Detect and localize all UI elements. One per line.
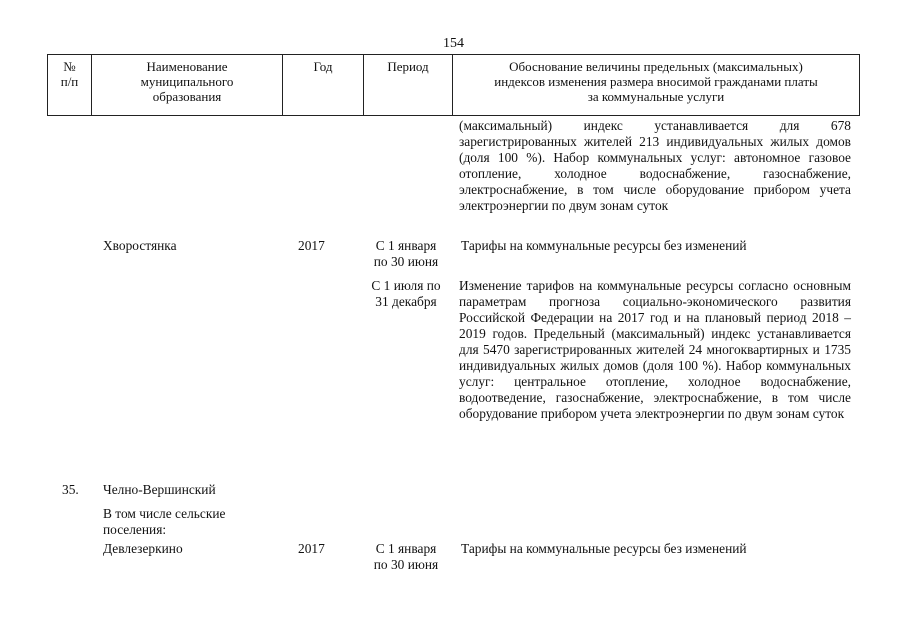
municipality-chelno-vershinsky: Челно-Вершинский — [103, 482, 216, 497]
period-khvorostyanka-1: С 1 января по 30 июня — [373, 238, 439, 269]
header-municipality: Наименование муниципального образования — [92, 55, 283, 115]
table-header — [47, 54, 860, 116]
municipality-devlezerkino: Девлезеркино — [103, 541, 183, 556]
row-number-35: 35. — [62, 482, 79, 497]
header-basis: Обоснование величины предельных (максимальных) индексов изменения размера вносимой гражданами платы за коммунальные услуги — [453, 55, 860, 115]
year-devlezerkino: 2017 — [298, 541, 325, 556]
subheading-rural-settlements: В том числе сельские поселения: — [103, 506, 226, 537]
basis-khvorostyanka-1: Тарифы на коммунальные ресурсы без изменений — [461, 238, 747, 253]
continuation-text: (максимальный) индекс устанавливается для 678 зарегистрированных жителей 213 индивидуальных жилых домов (доля 100 %). Набор коммунальных услуг: автономное газовое отопление, холодное водоснабжение, газоснабжение, электроснабжение, в том числе оборудование прибором учета электроэнергии по двум зонам суток — [459, 118, 851, 213]
basis-khvorostyanka-2: Изменение тарифов на коммунальные ресурсы согласно основным параметрам прогноза социально-экономического развития Российской Федерации на 2017 год и на плановый период 2018 – 2019 годов. Предельный (максимальный) индекс устанавливается для 5470 зарегистрированных жителей 24 многоквартирных и 1735 индивидуальных жилых домов (доля 100 %). Набор коммунальных услуг: центральное отопление, холодное водоснабжение, водоотведение, газоснабжение, электроснабжение, в том числе оборудование прибором учета электроэнергии по двум зонам суток — [459, 278, 851, 421]
period-devlezerkino-1: С 1 января по 30 июня — [373, 541, 439, 572]
header-period: Период — [364, 55, 453, 115]
year-khvorostyanka: 2017 — [298, 238, 325, 253]
municipality-khvorostyanka: Хворостянка — [103, 238, 177, 253]
period-khvorostyanka-2: С 1 июля по 31 декабря — [371, 278, 441, 309]
header-number: № п/п — [48, 55, 92, 115]
header-year: Год — [283, 55, 364, 115]
page-number: 154 — [443, 36, 464, 51]
basis-devlezerkino-1: Тарифы на коммунальные ресурсы без изменений — [461, 541, 747, 556]
